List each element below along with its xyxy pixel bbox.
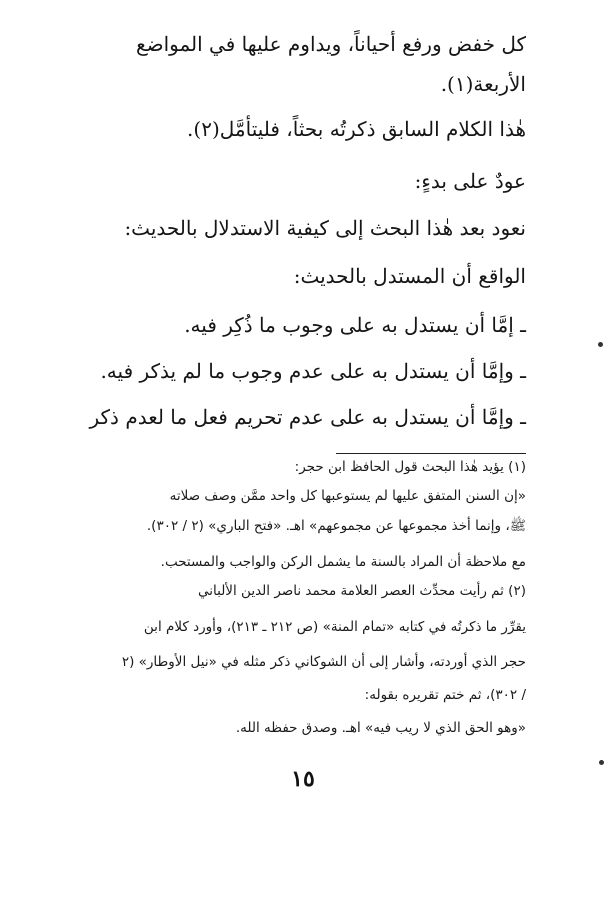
page-number: ١٥ bbox=[291, 766, 315, 792]
body-line-4: عودٌ على بدءٍ: bbox=[414, 169, 526, 193]
body-line-1: كل خفض ورفع أحياناً، ويداوم عليها في المواضع bbox=[135, 32, 526, 56]
footnote-line-1: (١) يؤيد هٰذا البحث قول الحافظ ابن حجر: bbox=[294, 459, 526, 475]
footnote-line-6: يقرِّر ما ذكرتُه في كتابه «تمام المنة» (ص ٢١٢ ـ ٢١٣)، وأورد كلام ابن bbox=[143, 619, 526, 635]
body-line-3: هٰذا الكلام السابق ذكرتُه بحثاً، فليتأمَّل(٢). bbox=[187, 117, 526, 141]
footnote-line-4: مع ملاحظة أن المراد بالسنة ما يشمل الركن والواجب والمستحب. bbox=[160, 554, 526, 570]
footnote-line-9: «وهو الحق الذي لا ريب فيه» اهـ. وصدق حفظه الله. bbox=[235, 720, 526, 736]
body-line-6: الواقع أن المستدل بالحديث: bbox=[293, 264, 526, 288]
body-line-8: ـ وإمَّا أن يستدل به على عدم وجوب ما لم يذكر فيه. bbox=[100, 359, 526, 383]
body-line-9: ـ وإمَّا أن يستدل به على عدم تحريم فعل ما لعدم ذكر bbox=[89, 405, 526, 429]
footnote-line-8: / ٣٠٢)، ثم ختم تقريره بقوله: bbox=[364, 687, 526, 703]
scan-speck bbox=[598, 342, 603, 347]
body-line-5: نعود بعد هٰذا البحث إلى كيفية الاستدلال بالحديث: bbox=[124, 216, 526, 240]
scan-speck bbox=[599, 760, 604, 765]
footnote-line-5: (٢) ثم رأيت محدِّث العصر العلامة محمد ناصر الدين الألباني bbox=[198, 583, 526, 599]
footnote-separator bbox=[336, 453, 526, 454]
body-line-7: ـ إمَّا أن يستدل به على وجوب ما ذُكِر فيه. bbox=[184, 313, 526, 337]
footnote-line-3: ﷺ، وإنما أخذ مجموعها عن مجموعهم» اهـ. «فتح الباري» (٢ / ٣٠٢). bbox=[146, 518, 526, 534]
footnote-line-7: حجر الذي أوردته، وأشار إلى أن الشوكاني ذكر مثله في «نيل الأوطار» (٢ bbox=[121, 654, 526, 670]
body-line-2: الأربعة(١). bbox=[440, 72, 526, 96]
footnote-line-2: «إن السنن المتفق عليها لم يستوعبها كل واحد ممَّن وصف صلاته bbox=[169, 488, 526, 504]
